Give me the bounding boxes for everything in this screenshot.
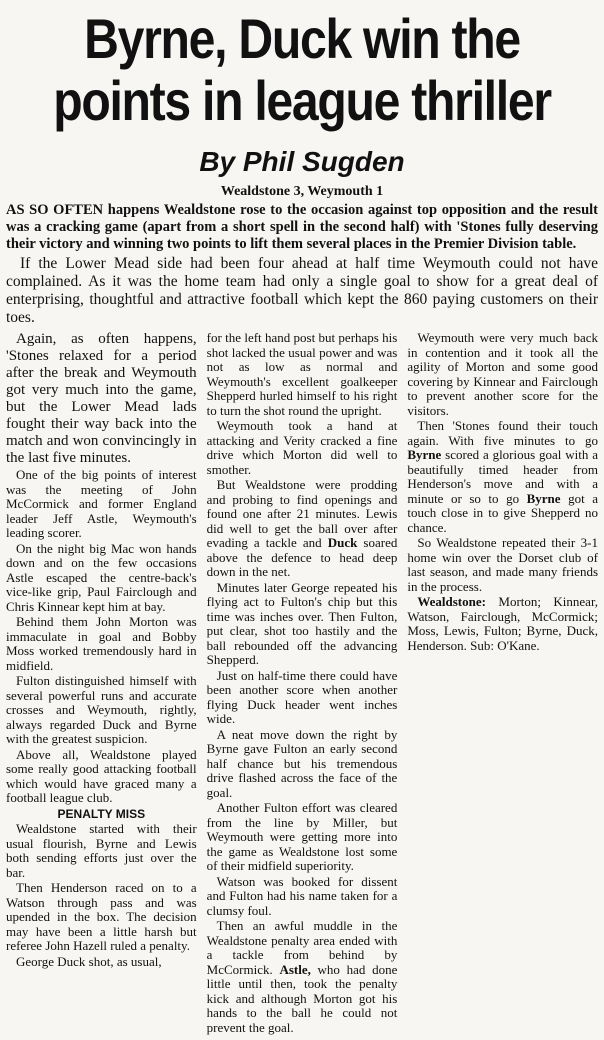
paragraph-text: Then an awful muddle in the Wealdstone penalty area ended with a tackle from behind by McCormick.	[206, 918, 398, 977]
article-column-2	[207, 331, 398, 1036]
team-list: Morton; Kinnear, Watson, Fairclough, McCormick; Moss, Lewis, Fulton; Byrne, Duck, Henderson. Sub: O'Kane.	[407, 594, 599, 653]
paragraph: Watson was booked for dissent and Fulton had his name taken for a clumsy foul.	[206, 873, 398, 918]
paragraph: Weymouth took a hand at attacking and Verity cracked a fine drive which Morton did well to smother.	[206, 418, 398, 477]
paragraph-text: But Wealdstone were prodding and probing to find openings and found one after 21 minutes. Lewis did well to get the ball over after evading a tackle and	[206, 477, 398, 550]
player-name-bold: Byrne	[526, 490, 561, 506]
subheading-penalty-miss: PENALTY MISS	[57, 806, 146, 821]
paragraph-text: who had done little until then, took the penalty kick and although Morton got his hands to the ball he could not prevent the goal.	[206, 961, 398, 1035]
paragraph: Just on half-time there could have been another score when another flying Duck header went inches wide.	[206, 667, 398, 726]
player-name-bold: Byrne	[407, 447, 442, 462]
paragraph-text: soared above the defence to head deep down in the net.	[206, 535, 398, 579]
paragraph: George Duck shot, as usual,	[16, 953, 162, 969]
paragraph: Wealdstone started with their usual flourish, Byrne and Lewis both sending efforts just over the bar.	[6, 821, 197, 880]
paragraph: Minutes later George repeated his flying act to Fulton's chip but this time was inches over. Then Fulton, put clear, shot too hastily and the ball rebounded off the advancing Shepperd.	[206, 579, 398, 667]
byline: By Phil Sugden	[199, 146, 405, 177]
paragraph: Another Fulton effort was cleared from the line by Miller, but Weymouth were getting more into the game as Wealdstone lost some of their midfield superiority.	[206, 800, 398, 873]
paragraph	[407, 419, 598, 535]
article-columns	[6, 331, 598, 1036]
paragraph: Fulton distinguished himself with several powerful runs and accurate crosses and Weymouth, rightly, always regarded Duck and Byrne with the greatest suspicion.	[6, 673, 197, 746]
team-label: Wealdstone:	[417, 594, 486, 609]
paragraph: Weymouth were very much back in contention and it took all the agility of Morton and some good covering by Kinnear and Fairclough to prevent another score for the visitors.	[407, 330, 599, 418]
headline-line-1: Byrne, Duck win the	[84, 7, 520, 70]
paragraph	[207, 919, 398, 1035]
headline-line-2: points in league thriller	[53, 69, 551, 132]
headline	[47, 8, 556, 132]
paragraph-text: got a touch close in to give Shepperd no chance.	[407, 490, 599, 535]
newspaper-page	[0, 8, 604, 1040]
article-column-1	[6, 331, 197, 1036]
intro-bold-paragraph: AS SO OFTEN happens Wealdstone rose to the occasion against top opposition and the result was a cracking game (apart from a short spell in the second half) with 'Stones fully deserving their victory and winning two points to lift them several places in the Premier Division table.	[6, 202, 598, 252]
paragraph: Then Henderson raced on to a Watson through pass and was upended in the box. The decision may have been a little harsh but referee John Hazell ruled a penalty.	[6, 880, 197, 953]
paragraph: for the left hand post but perhaps his shot lacked the usual power and was not as low as normal and Weymouth's excellent goalkeeper Shepperd hurled himself to his right to turn the shot round the upright.	[206, 330, 398, 418]
article-column-3	[407, 331, 598, 1036]
paragraph-text: scored a glorious goal with a beautifully timed header from Henderson's move and with a minute or so to go	[407, 447, 599, 506]
team-lineup	[407, 595, 598, 653]
paragraph	[207, 478, 398, 580]
paragraph: Again, as often happens, 'Stones relaxed for a period after the break and Weymouth got very much into the game, but the Lower Mead lads fought their way back into the match and won convincingly in the last five minutes.	[6, 331, 197, 466]
paragraph: One of the big points of interest was the meeting of John McCormick and former England leader Jeff Astle, Weymouth's leading scorer.	[6, 467, 197, 540]
paragraph-text: Then 'Stones found their touch again. With five minutes to go	[407, 418, 599, 448]
paragraph: Behind them John Morton was immaculate in goal and Bobby Moss worked tremendously hard in midfield.	[6, 614, 197, 673]
scoreline: Wealdstone 3, Weymouth 1	[220, 184, 384, 199]
paragraph: On the night big Mac won hands down and on the few occasions Astle escaped the centre-back's vice-like grip, Paul Fairclough and Chris Kinnear kept him at bay.	[6, 540, 197, 614]
player-name-bold: Astle,	[279, 961, 311, 977]
paragraph: A neat move down the right by Byrne gave Fulton an early second half chance but his tremendous drive flashed across the face of the goal.	[206, 726, 398, 800]
paragraph: Above all, Wealdstone played some really good attacking football which would have graced many a football league club.	[6, 746, 197, 805]
intro-body-paragraph: If the Lower Mead side had been four ahead at half time Weymouth could not have complained. As it was the home team had only a single goal to show for a great deal of enterprising, thoughtful and attractive football which kept the 860 paying customers on their toes.	[6, 255, 598, 326]
paragraph: So Wealdstone repeated their 3-1 home win over the Dorset club of last season, and made many friends in the process.	[407, 535, 599, 594]
player-name-bold: Duck	[327, 535, 358, 550]
